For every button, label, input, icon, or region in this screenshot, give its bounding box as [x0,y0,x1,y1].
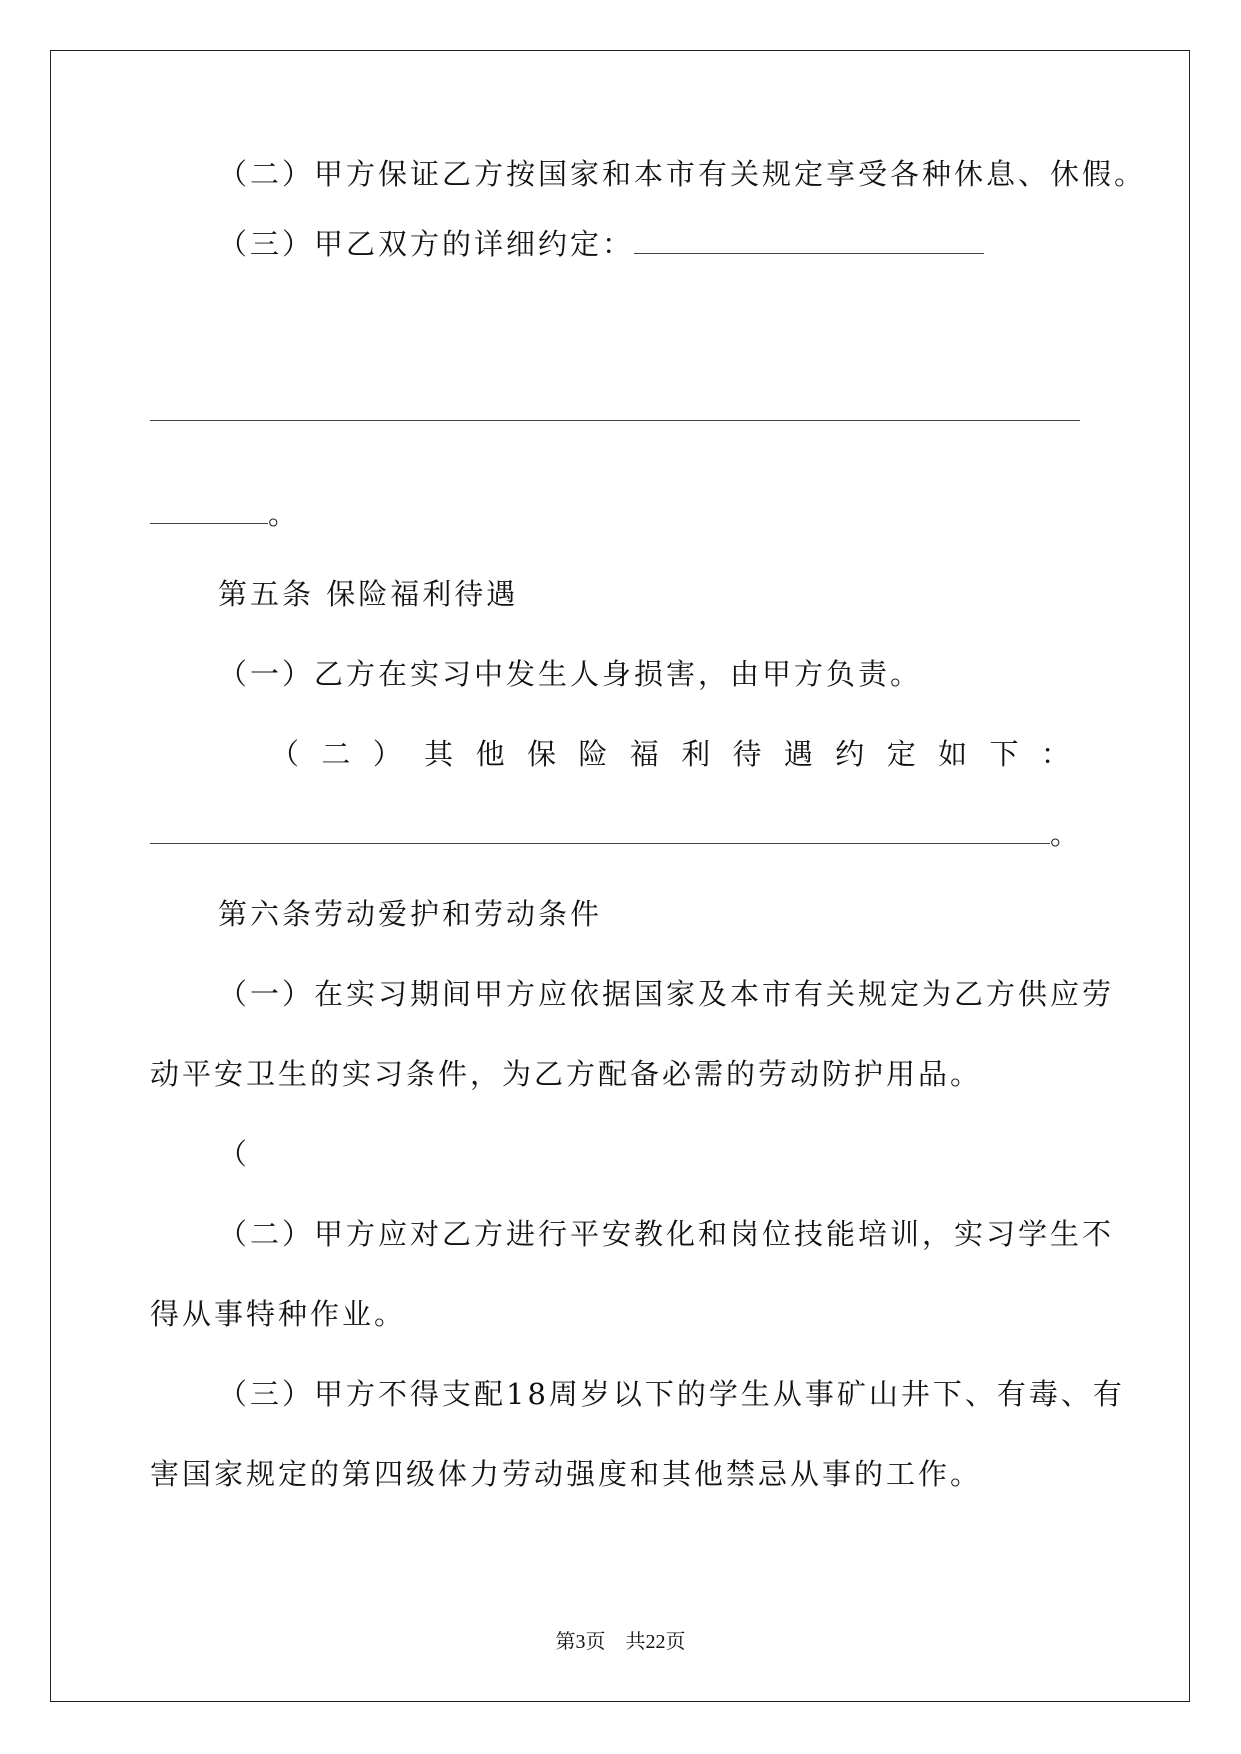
spaced-char: 约 [835,737,865,771]
spaced-char: 待 [732,737,762,771]
spaced-char: 下 [989,737,1019,771]
page-border [50,50,1190,1702]
text-line-safety-training-2: 得从事特种作业。 [150,1297,407,1331]
text-line-insurance-blank [150,816,1082,852]
text-line-minors-1: （三）甲方不得支配18周岁以下的学生从事矿山井下、有毒、有 [218,1377,1125,1411]
fill-in-blank-line [150,420,1080,421]
text-line-personal-injury: （一）乙方在实习中发生人身损害，由甲方负责。 [218,657,923,691]
spaced-char: 定 [886,737,916,771]
period-mark: 。 [1050,817,1083,851]
text-line-minors-2: 害国家规定的第四级体力劳动强度和其他禁忌从事的工作。 [150,1457,983,1491]
spaced-char: 险 [578,737,608,771]
text-line-labor-conditions-1: （一）在实习期间甲方应依据国家及本市有关规定为乙方供应劳 [218,977,1115,1011]
text-line-rest-vacation: （二）甲方保证乙方按国家和本市有关规定享受各种休息、休假。 [218,157,1147,191]
spaced-char: 他 [475,737,505,771]
spaced-char: 保 [526,737,556,771]
period-mark: 。 [268,497,301,531]
spaced-char: 二 [321,737,351,771]
spaced-char: 如 [938,737,968,771]
text-line-open-paren: （ [218,1137,251,1171]
text-line-detailed-agreement [218,226,984,262]
detailed-agreement-label: （三）甲乙双方的详细约定： [218,227,635,261]
text-line-labor-conditions-2: 动平安卫生的实习条件，为乙方配备必需的劳动防护用品。 [150,1057,983,1091]
spaced-char: 其 [424,737,454,771]
fill-in-blank [150,821,1050,844]
article-6-heading: 第六条劳动爱护和劳动条件 [218,897,603,931]
spaced-char: 遇 [783,737,813,771]
page-number-footer: 第3页 共22页 [555,1631,686,1653]
spaced-char: 利 [681,737,711,771]
text-line-other-insurance [270,736,1070,772]
fill-in-blank [150,501,268,524]
text-line-safety-training-1: （二）甲方应对乙方进行平安教化和岗位技能培训，实习学生不 [218,1217,1115,1251]
spaced-char: ： [1040,737,1070,771]
fill-in-blank [634,231,984,254]
spaced-char: 福 [629,737,659,771]
article-5-heading: 第五条 保险福利待遇 [218,577,519,611]
text-line-blank-end [150,496,300,532]
spaced-char: ） [372,737,402,771]
spaced-char: （ [270,737,300,771]
